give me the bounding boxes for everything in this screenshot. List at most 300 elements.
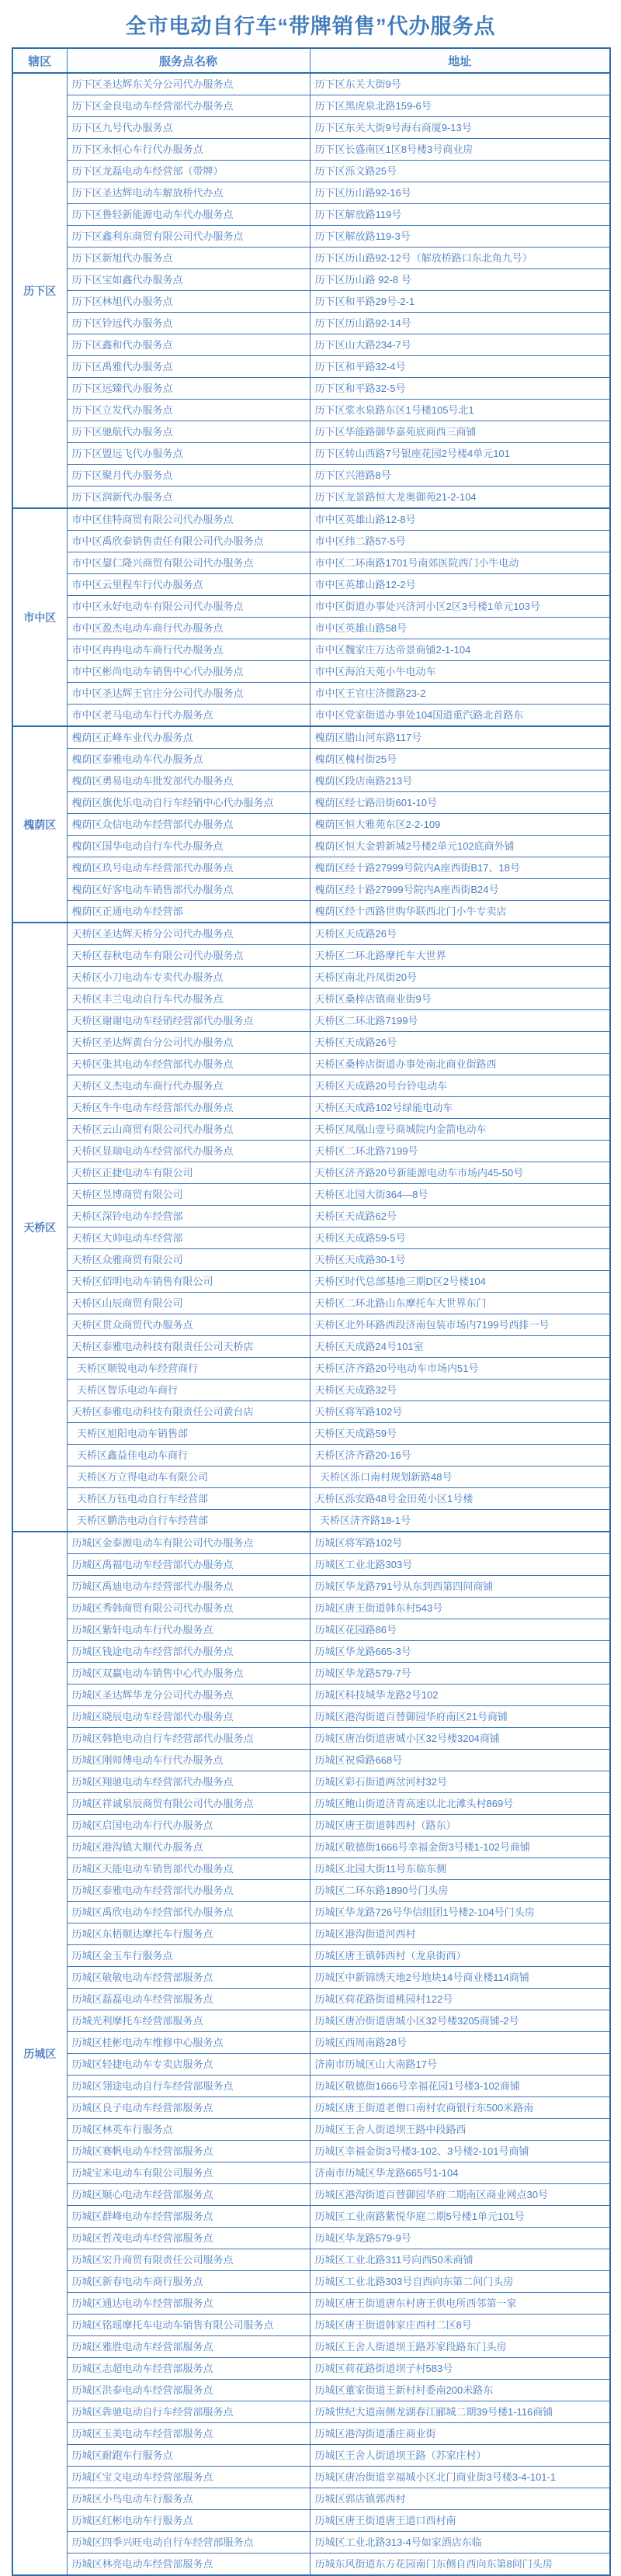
table-row — [12, 1706, 610, 1728]
service-point-name-cell: 天桥区顺锐电动车经营商行 — [67, 1358, 310, 1380]
address-cell: 市中区魏家庄万达帝景商铺2-1-104 — [310, 639, 610, 661]
service-point-name-cell: 历下区立发代办服务点 — [67, 400, 310, 421]
address-cell: 天桥区济齐路20号电动车市场内51号 — [310, 1358, 610, 1380]
service-point-name-cell: 天桥区牛牛电动车经营部代办服务点 — [67, 1097, 310, 1119]
address-cell: 济南市历城区山大南路17号 — [310, 2054, 610, 2076]
address-cell: 历城区祝舜路668号 — [310, 1750, 610, 1771]
table-row — [12, 2119, 610, 2141]
service-point-name-cell: 历城区新春电动车商行服务点 — [67, 2271, 310, 2293]
address-cell: 历城区华龙路665-3号 — [310, 1641, 610, 1663]
address-cell: 历城区科技城华龙路2号102 — [310, 1684, 610, 1706]
table-row — [12, 486, 610, 509]
address-cell: 历下区黑虎泉北路159-6号 — [310, 95, 610, 117]
table-row — [12, 1641, 610, 1663]
table-row — [12, 2076, 610, 2097]
table-row — [12, 1598, 610, 1619]
service-point-name-cell: 天桥区鹏浩电动自行车经营部 — [67, 1510, 310, 1532]
address-cell: 历城区华龙路579-9号 — [310, 2228, 610, 2249]
service-point-name-cell: 历城区港沟镇大顺代办服务点 — [67, 1837, 310, 1858]
address-cell: 天桥区济齐路20-16号 — [310, 1445, 610, 1466]
table-row — [12, 857, 610, 879]
table-row — [12, 1837, 610, 1858]
address-cell: 历下区山大路234-7号 — [310, 334, 610, 356]
service-point-name-cell: 历下区金良电动车经营部代办服务点 — [67, 95, 310, 117]
address-cell: 天桥区济齐路18-1号 — [310, 1510, 610, 1532]
table-row — [12, 1902, 610, 1923]
address-cell: 槐荫区腊山河东路117号 — [310, 726, 610, 749]
table-row — [12, 1097, 610, 1119]
address-cell: 历下区长盛南区1区8号楼3号商业房 — [310, 139, 610, 161]
page-title: 全市电动自行车“带牌销售”代办服务点 — [125, 15, 496, 38]
table-row — [12, 1750, 610, 1771]
table-row — [12, 226, 610, 248]
table-row — [12, 552, 610, 574]
service-point-name-cell: 历城区翔驰电动车经营部代办服务点 — [67, 1771, 310, 1793]
service-point-name-cell: 天桥区万钰电动自行车经营部 — [67, 1488, 310, 1510]
table-row — [12, 1314, 610, 1336]
service-points-table — [12, 47, 611, 2576]
table-row — [12, 2380, 610, 2401]
service-point-name-cell: 槐荫区正通电动车经营部 — [67, 901, 310, 923]
address-cell: 历城区华龙路791号从东到西第四间商铺 — [310, 1576, 610, 1598]
service-point-name-cell: 天桥区昱博商贸有限公司 — [67, 1184, 310, 1206]
service-point-name-cell: 历城区志超电动车经营部服务点 — [67, 2358, 310, 2380]
table-row — [12, 2532, 610, 2553]
address-cell: 历城区港沟街道百替御园华府二期南区商业网点30号 — [310, 2184, 610, 2206]
table-row — [12, 465, 610, 486]
table-row — [12, 1728, 610, 1750]
service-point-name-cell: 历下区圣达辉东关分公司代办服务点 — [67, 73, 310, 95]
address-cell: 市中区英雄山路12-2号 — [310, 574, 610, 596]
service-point-name-cell: 历城区圣达辉华龙分公司代办服务点 — [67, 1684, 310, 1706]
service-point-name-cell: 天桥区佰明电动车销售有限公司 — [67, 1271, 310, 1293]
address-cell: 历下区解放路119号 — [310, 204, 610, 226]
service-point-name-cell: 历城区双赢电动车销售中心代办服务点 — [67, 1663, 310, 1684]
table-row — [12, 989, 610, 1010]
address-cell: 历城区中新锦绣天地2号地块14号商业楼114商铺 — [310, 1967, 610, 1989]
table-row — [12, 1445, 610, 1466]
table-row — [12, 204, 610, 226]
table-row — [12, 967, 610, 989]
service-point-name-cell: 天桥区丰兰电动自行车代办服务点 — [67, 989, 310, 1010]
address-cell: 历下区东关大街9号海右商厦9-13号 — [310, 117, 610, 139]
service-point-name-cell: 天桥区圣达辉天桥分公司代办服务点 — [67, 923, 310, 945]
table-row — [12, 95, 610, 117]
address-cell: 市中区王官庄济微路23-2 — [310, 683, 610, 705]
service-point-name-cell: 历城区秀韩商贸有限公司代办服务点 — [67, 1598, 310, 1619]
table-row — [12, 1336, 610, 1358]
table-row — [12, 2553, 610, 2576]
service-point-name-cell: 历下区润新代办服务点 — [67, 486, 310, 509]
service-point-name-cell: 市中区盈杰电动车商行代办服务点 — [67, 618, 310, 639]
service-point-name-cell: 历下区铃远代办服务点 — [67, 313, 310, 334]
address-cell: 历城区董家街道王新村村委南200米路东 — [310, 2380, 610, 2401]
service-point-name-cell: 市中区彬尚电动车销售中心代办服务点 — [67, 661, 310, 683]
table-row — [12, 313, 610, 334]
service-point-name-cell: 历城区金玉车行服务点 — [67, 1945, 310, 1967]
table-row — [12, 334, 610, 356]
address-cell: 市中区党家街道办事处104国道重汽路北首路东 — [310, 705, 610, 727]
table-row — [12, 1554, 610, 1576]
table-row — [12, 1184, 610, 1206]
address-cell: 历城区工业北路303号自西向东第二间门头房 — [310, 2271, 610, 2293]
address-cell: 历下区转山西路7号银座花园2号楼4单元101 — [310, 443, 610, 465]
address-cell: 历城区华龙路726号华信组团1号楼2-104号门头房 — [310, 1902, 610, 1923]
service-point-name-cell: 天桥区显瑞电动车经营部代办服务点 — [67, 1141, 310, 1162]
service-point-name-cell: 槐荫区好客电动车销售部代办服务点 — [67, 879, 310, 901]
table-row — [12, 400, 610, 421]
table-row — [12, 1684, 610, 1706]
table-row — [12, 923, 610, 945]
district-cell: 天桥区 — [12, 923, 67, 1532]
service-point-name-cell: 历城区铭瑶摩托车电动车销售有限公司服务点 — [67, 2315, 310, 2336]
service-point-name-cell: 历城区金泰源电动车有限公司代办服务点 — [67, 1532, 310, 1554]
address-cell: 历城区港沟街道河西村 — [310, 1923, 610, 1945]
service-point-name-cell: 历城区韩艳电动自行车经营部代办服务点 — [67, 1728, 310, 1750]
service-point-name-cell: 历城区禹福电动车经营部代办服务点 — [67, 1554, 310, 1576]
table-row — [12, 2510, 610, 2532]
address-cell: 市中区街道办事处兴济河小区2区3号楼1单元103号 — [310, 596, 610, 618]
table-header-row — [12, 48, 610, 73]
service-point-name-cell: 槐荫区旗优乐电动自行车经销中心代办服务点 — [67, 792, 310, 814]
service-point-name-cell: 天桥区贯众商贸代办服务点 — [67, 1314, 310, 1336]
address-cell: 历城区王舍人街道坝王路（苏家庄村） — [310, 2445, 610, 2467]
table-row — [12, 2184, 610, 2206]
service-point-name-cell: 历下区林旭代办服务点 — [67, 291, 310, 313]
service-point-name-cell: 历城区群峰电动车经营部服务点 — [67, 2206, 310, 2228]
address-cell: 槐荫区段店南路213号 — [310, 770, 610, 792]
address-cell: 历城区唐王街道韩西村（路东） — [310, 1815, 610, 1837]
address-cell: 历下区和平路29号-2-1 — [310, 291, 610, 313]
address-cell: 天桥区天成路32号 — [310, 1380, 610, 1401]
address-cell: 历城世纪大道南侧龙湖春江郦城二期39号楼1-116商铺 — [310, 2401, 610, 2423]
table-row — [12, 1271, 610, 1293]
table-row — [12, 1293, 610, 1314]
table-row — [12, 1532, 610, 1554]
service-point-name-cell: 天桥区义杰电动车商行代办服务点 — [67, 1075, 310, 1097]
service-point-name-cell: 历城区玉美电动车经营部服务点 — [67, 2423, 310, 2445]
address-cell: 历下区和平路32-4号 — [310, 356, 610, 378]
address-cell: 历城区二环东路1890号门头房 — [310, 1880, 610, 1902]
service-point-name-cell: 历下区鲁轻新能源电动车代办服务点 — [67, 204, 310, 226]
service-point-name-cell: 历下区鑫和代办服务点 — [67, 334, 310, 356]
address-cell: 历城区王舍人街道坝王路中段路西 — [310, 2119, 610, 2141]
district-cell: 历城区 — [12, 1532, 67, 2575]
table-row — [12, 1054, 610, 1075]
address-cell: 历下区历山路92-14号 — [310, 313, 610, 334]
table-row — [12, 2162, 610, 2184]
table-row — [12, 639, 610, 661]
service-point-name-cell: 历下区宝如鑫代办服务点 — [67, 269, 310, 291]
service-point-name-cell: 历城区紫轩电动车行代办服务点 — [67, 1619, 310, 1641]
address-cell: 历城区唐王街道韩东村543号 — [310, 1598, 610, 1619]
address-cell: 天桥区将军路102号 — [310, 1401, 610, 1423]
table-row — [12, 1815, 610, 1837]
table-row — [12, 1010, 610, 1032]
table-row — [12, 749, 610, 770]
address-cell: 天桥区南北丹凤街20号 — [310, 967, 610, 989]
table-row — [12, 161, 610, 182]
address-cell: 历城区敬德街1666号幸福金街3号楼1-102号商铺 — [310, 1837, 610, 1858]
address-cell: 历下区和平路32-5号 — [310, 378, 610, 400]
service-point-name-cell: 历城区雅胜电动车经营部服务点 — [67, 2336, 310, 2358]
service-point-name-cell: 天桥区泰雅电动科技有限责任公司天桥店 — [67, 1336, 310, 1358]
service-point-name-cell: 槐荫区国华电动自行车代办服务点 — [67, 836, 310, 857]
service-point-name-cell: 天桥区众雅商贸有限公司 — [67, 1249, 310, 1271]
service-point-name-cell: 历城区轻捷电动车专卖店服务点 — [67, 2054, 310, 2076]
address-cell: 天桥区天成路59号 — [310, 1423, 610, 1445]
service-point-name-cell: 历城区桂彬电动车维修中心服务点 — [67, 2032, 310, 2054]
address-cell: 历城区王舍人街道坝王路苏家段路东门头房 — [310, 2336, 610, 2358]
address-cell: 历城区港沟街道百替御园华府南区21号商铺 — [310, 1706, 610, 1728]
table-row — [12, 248, 610, 269]
address-cell: 历城区幸福金街3号楼3-102、3号楼2-101号商铺 — [310, 2141, 610, 2162]
service-point-name-cell: 历城区顺心电动车经营部服务点 — [67, 2184, 310, 2206]
address-cell: 历下区兴港路8号 — [310, 465, 610, 486]
address-cell: 市中区纬二路57-5号 — [310, 531, 610, 552]
table-row — [12, 1619, 610, 1641]
address-cell: 天桥区二环北路山东摩托车大世界东门 — [310, 1293, 610, 1314]
address-cell: 历城区荷花路街道坝子村583号 — [310, 2358, 610, 2380]
table-row — [12, 182, 610, 204]
address-cell: 历城区工业北路303号 — [310, 1554, 610, 1576]
service-point-name-cell: 历城区敏敏电动车经营部服务点 — [67, 1967, 310, 1989]
table-row — [12, 683, 610, 705]
address-cell: 历下区历山路 92-8 号 — [310, 269, 610, 291]
table-row — [12, 1771, 610, 1793]
service-point-name-cell: 历城区翎途电动自行车经营部服务点 — [67, 2076, 310, 2097]
table-row — [12, 2315, 610, 2336]
table-row — [12, 1967, 610, 1989]
address-cell: 历城区唐冶街道唐城小区32号楼3204商铺 — [310, 1728, 610, 1750]
address-cell: 天桥区天成路24号101室 — [310, 1336, 610, 1358]
district-cell: 槐荫区 — [12, 726, 67, 923]
table-row — [12, 1663, 610, 1684]
table-row — [12, 792, 610, 814]
table-row — [12, 2010, 610, 2032]
table-row — [12, 139, 610, 161]
service-point-name-cell: 市中区鋆仁隆兴商贸有限公司代办服务点 — [67, 552, 310, 574]
table-row — [12, 574, 610, 596]
table-row — [12, 2032, 610, 2054]
table-row — [12, 1858, 610, 1880]
address-cell: 历城区工业北路313-4号如家酒店东临 — [310, 2532, 610, 2553]
address-cell: 槐荫区经七路沿街601-10号 — [310, 792, 610, 814]
table-row — [12, 1576, 610, 1598]
address-cell: 历城区敬德街1666号幸福花园1号楼3-102商铺 — [310, 2076, 610, 2097]
address-cell: 历城区北园大街11号东临东侧 — [310, 1858, 610, 1880]
address-cell: 天桥区天成路102号绿能电动车 — [310, 1097, 610, 1119]
service-point-name-cell: 市中区圣达辉王官庄分公司代办服务点 — [67, 683, 310, 705]
table-row — [12, 1510, 610, 1532]
address-cell: 天桥区泺安路48号金田苑小区1号楼 — [310, 1488, 610, 1510]
table-row — [12, 269, 610, 291]
service-point-name-cell: 历下区盟远飞代办服务点 — [67, 443, 310, 465]
address-cell: 历城区唐冶街道幸福城小区北门商业街3号楼3-4-101-1 — [310, 2467, 610, 2488]
service-point-name-cell: 历城区钱途电动车经营部代办服务点 — [67, 1641, 310, 1663]
address-cell: 历城区唐王街道老僧口南村农商银行东500米路南 — [310, 2097, 610, 2119]
address-cell: 槐荫区经十西路世购华联西北门小牛专卖店 — [310, 901, 610, 923]
address-cell: 历下区泺文路25号 — [310, 161, 610, 182]
service-point-name-cell: 历城区林亮电动车经营部服务点 — [67, 2553, 310, 2576]
table-row — [12, 378, 610, 400]
address-cell: 天桥区桑梓店街道办事处南北商业街路西 — [310, 1054, 610, 1075]
address-cell: 历城区将军路102号 — [310, 1532, 610, 1554]
table-row — [12, 421, 610, 443]
table-row — [12, 1380, 610, 1401]
table-row — [12, 1945, 610, 1967]
district-cell: 历下区 — [12, 73, 67, 508]
address-cell: 历城区西周南路28号 — [310, 2032, 610, 2054]
table-row — [12, 1119, 610, 1141]
service-point-name-cell: 历城区犇驰电动自行车经营部服务点 — [67, 2401, 310, 2423]
table-row — [12, 705, 610, 727]
table-row — [12, 1989, 610, 2010]
service-point-name-cell: 天桥区智乐电动车商行 — [67, 1380, 310, 1401]
table-row — [12, 1227, 610, 1249]
address-cell: 历下区解放路119-3号 — [310, 226, 610, 248]
table-row — [12, 1141, 610, 1162]
table-row — [12, 1466, 610, 1488]
table-row — [12, 2445, 610, 2467]
service-point-name-cell: 历城区启国电动车行代办服务点 — [67, 1815, 310, 1837]
address-cell: 天桥区北园大街364—8号 — [310, 1184, 610, 1206]
service-point-name-cell: 历下区新旭代办服务点 — [67, 248, 310, 269]
service-point-name-cell: 历下区圣达辉电动车解放桥代办点 — [67, 182, 310, 204]
table-row — [12, 2358, 610, 2380]
service-point-name-cell: 历城光利摩托车经营部服务点 — [67, 2010, 310, 2032]
address-cell: 天桥区天成路26号 — [310, 1032, 610, 1054]
table-row — [12, 618, 610, 639]
address-cell: 市中区英雄山路58号 — [310, 618, 610, 639]
table-row — [12, 291, 610, 313]
address-cell: 历城区荷花路街道桃园村122号 — [310, 1989, 610, 2010]
address-cell: 历城区唐王镇韩西村（龙泉街西） — [310, 1945, 610, 1967]
service-point-name-cell: 市中区冉冉电动车商行代办服务点 — [67, 639, 310, 661]
service-point-name-cell: 历城区禹欣电动车经营部代办服务点 — [67, 1902, 310, 1923]
address-cell: 历城区唐王街道唐王道口西村南 — [310, 2510, 610, 2532]
table-row — [12, 508, 610, 531]
table-row — [12, 356, 610, 378]
address-cell: 市中区英雄山路12-8号 — [310, 508, 610, 531]
service-point-name-cell: 历城区赛帆电动车经营部服务点 — [67, 2141, 310, 2162]
table-row — [12, 1075, 610, 1097]
service-point-name-cell: 天桥区正捷电动车有限公司 — [67, 1162, 310, 1184]
address-cell: 天桥区时代总部基地三期D区2号楼104 — [310, 1271, 610, 1293]
table-row — [12, 814, 610, 836]
service-point-name-cell: 天桥区山辰商贸有限公司 — [67, 1293, 310, 1314]
table-row — [12, 901, 610, 923]
table-row — [12, 2141, 610, 2162]
district-cell: 市中区 — [12, 508, 67, 726]
table-row — [12, 1249, 610, 1271]
table-row — [12, 117, 610, 139]
table-row — [12, 1923, 610, 1945]
table-row — [12, 945, 610, 967]
service-point-name-cell: 历城区良子电动车经营部服务点 — [67, 2097, 310, 2119]
table-row — [12, 836, 610, 857]
address-cell: 历下区浆水泉路东区1号楼105号北1 — [310, 400, 610, 421]
address-cell: 天桥区泺口南村规划新路48号 — [310, 1466, 610, 1488]
service-point-name-cell: 历下区龙磊电动车经营部（带牌） — [67, 161, 310, 182]
table-row — [12, 1488, 610, 1510]
address-cell: 天桥区凤凰山壹号商城院内金箭电动车 — [310, 1119, 610, 1141]
service-point-name-cell: 历城区耐跑车行服务点 — [67, 2445, 310, 2467]
address-cell: 天桥区二环北路摩托车大世界 — [310, 945, 610, 967]
table-row — [12, 2097, 610, 2119]
service-point-name-cell: 历城区小鸟电动车行服务点 — [67, 2488, 310, 2510]
table-row — [12, 726, 610, 749]
table-row — [12, 1206, 610, 1227]
address-cell: 市中区二环南路1701号南郊医院西门小牛电动 — [310, 552, 610, 574]
service-point-name-cell: 天桥区大帅电动车经营部 — [67, 1227, 310, 1249]
table-row — [12, 2206, 610, 2228]
address-cell: 历城区唐王街道韩家庄西村二区8号 — [310, 2315, 610, 2336]
address-cell: 历城区郭店镇郭西村 — [310, 2488, 610, 2510]
table-row — [12, 531, 610, 552]
table-row — [12, 1162, 610, 1184]
address-cell: 历城区工业南路紫悦华庭二期5号楼1单元101号 — [310, 2206, 610, 2228]
table-row — [12, 2336, 610, 2358]
service-point-name-cell: 历下区九号代办服务点 — [67, 117, 310, 139]
service-point-name-cell: 历城区天能电动车销售部代办服务点 — [67, 1858, 310, 1880]
address-cell: 天桥区济齐路20号新能源电动车市场内45-50号 — [310, 1162, 610, 1184]
address-cell: 天桥区天成路59-5号 — [310, 1227, 610, 1249]
service-point-name-cell: 市中区云里程车行代办服务点 — [67, 574, 310, 596]
address-cell: 槐荫区经十路27999号院内A座西街B24号 — [310, 879, 610, 901]
table-row — [12, 73, 610, 95]
table-row — [12, 770, 610, 792]
service-point-name-cell: 槐荫区玖号电动车经营部代办服务点 — [67, 857, 310, 879]
service-point-name-cell: 历城区东梧顺达摩托车行服务点 — [67, 1923, 310, 1945]
address-cell: 天桥区天成路26号 — [310, 923, 610, 945]
service-point-name-cell: 天桥区小刀电动车专卖代办服务点 — [67, 967, 310, 989]
service-point-name-cell: 天桥区鑫益佳电动车商行 — [67, 1445, 310, 1466]
table-row — [12, 1401, 610, 1423]
table-row — [12, 1032, 610, 1054]
address-cell: 天桥区天成路30-1号 — [310, 1249, 610, 1271]
address-cell: 市中区海泊天苑小牛电动车 — [310, 661, 610, 683]
address-cell: 历下区历山路92-12号（解放桥路口东北角九号） — [310, 248, 610, 269]
service-point-name-cell: 历下区远臻代办服务点 — [67, 378, 310, 400]
address-cell: 历城区彩石街道两岔河村32号 — [310, 1771, 610, 1793]
service-point-name-cell: 历城区红彬电动车行服务点 — [67, 2510, 310, 2532]
service-point-name-cell: 历城区祥诚泉辰商贸有限公司代办服务点 — [67, 1793, 310, 1815]
address-cell: 天桥区二环北路7199号 — [310, 1010, 610, 1032]
address-cell: 槐荫区经十路27999号院内A座西街B17、18号 — [310, 857, 610, 879]
address-cell: 历下区东关大街9号 — [310, 73, 610, 95]
service-point-name-cell: 天桥区圣达辉黄台分公司代办服务点 — [67, 1032, 310, 1054]
service-point-name-cell: 历城区四季兴旺电动自行车经营部服务点 — [67, 2532, 310, 2553]
service-point-name-cell: 天桥区张其电动车经营部代办服务点 — [67, 1054, 310, 1075]
service-point-name-cell: 历下区聚月代办服务点 — [67, 465, 310, 486]
service-point-name-cell: 历城区刚师傅电动车行代办服务点 — [67, 1750, 310, 1771]
address-cell: 历下区历山路92-16号 — [310, 182, 610, 204]
service-point-name-cell: 历城区晓辰电动车经营部代办服务点 — [67, 1706, 310, 1728]
service-point-name-cell: 历城区宏升商贸有限责任公司服务点 — [67, 2249, 310, 2271]
service-point-name-cell: 历城区林英车行服务点 — [67, 2119, 310, 2141]
table-row — [12, 1793, 610, 1815]
table-row — [12, 1423, 610, 1445]
table-row — [12, 2054, 610, 2076]
service-point-name-cell: 市中区佳特商贸有限公司代办服务点 — [67, 508, 310, 531]
address-cell: 天桥区二环北路7199号 — [310, 1141, 610, 1162]
service-point-name-cell: 历城宝米电动车有限公司服务点 — [67, 2162, 310, 2184]
service-point-name-cell: 槐荫区勇易电动车批发部代办服务点 — [67, 770, 310, 792]
address-cell: 历城区唐冶街道唐城小区32号楼3205商铺-2号 — [310, 2010, 610, 2032]
address-cell: 历下区龙景路恒大龙奥御苑21-2-104 — [310, 486, 610, 509]
header-service-point-name: 服务点名称 — [67, 48, 310, 73]
